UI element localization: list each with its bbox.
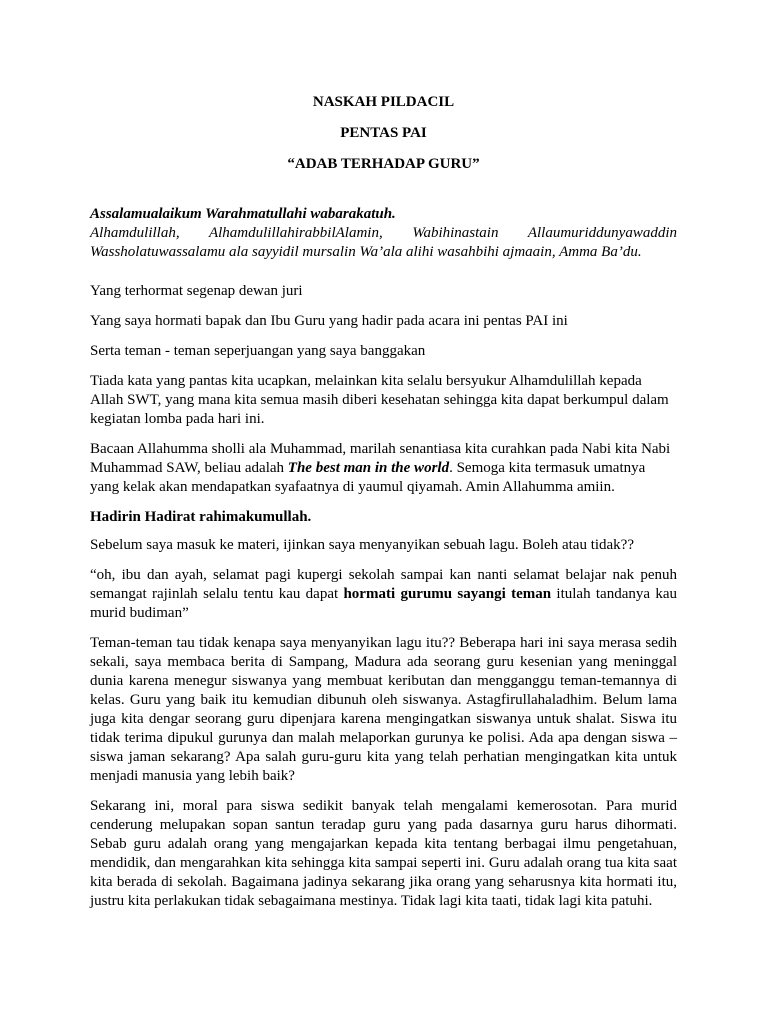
paragraph-moral: Sekarang ini, moral para siswa sedikit banyak telah mengalami kemerosotan. Para murid cenderung melupakan sopan santun teradap guru yang pada dasarnya guru harus dihormati. Sebab guru adalah orang yang mengajarkan kepada kita tentang berbagai ilmu pengetahuan, mendidik, dan mengarahkan kita sehingga kita sampai seperti ini. Guru adalah orang tua kita saat kita berada di sekolah. Bagaimana jadinya sekarang jika orang yang seharusnya kita hormati itu, justru kita perlakukan tidak sebagaimana mestinya. Tidak lagi kita taati, tidak lagi kita patuhi. [90,798,677,909]
document-page [90,93,677,922]
greeting-salam: Assalamualaikum Warahmatullahi wabarakatuh. [90,206,396,222]
greeting-opening: Alhamdulillah, AlhamdulillahirabbilAlamin, Wabihinastain Allaumuriddunyawaddin Wassholatuwassalamu ala sayyidil mursalin Wa’ala alihi wasahbihi ajmaain, Amma Ba’du. [90,225,677,260]
sholawat-text-after: . Semoga kita termasuk umatnya yang kelak akan mendapatkan syafaatnya di yaumul qiyamah. Amin Allahumma amiin. [90,460,646,495]
salutation-jury: Yang terhormat segenap dewan juri [90,283,303,299]
song-lyrics [90,566,677,623]
document-subtitle: PENTAS PAI [340,125,427,141]
document-theme: “ADAB TERHADAP GURU” [287,156,480,172]
song-text-before: “oh, ibu dan ayah, selamat pagi kupergi sekolah sampai kan nanti selamat belajar nak penuh semangat rajinlah selalu tentu kau dapat [90,567,677,602]
salutation-friends: Serta teman - teman seperjuangan yang saya banggakan [90,343,426,359]
paragraph-story: Teman-teman tau tidak kenapa saya menyanyikan lagu itu?? Beberapa hari ini saya merasa sedih sekali, saya membaca berita di Sampang, Madura ada seorang guru kesenian yang meninggal dunia karena menegur siswanya yang membuat keributan dan mengganggu teman-temannya di kelas. Guru yang baik itu kemudian dibunuh oleh siswanya. Astagfirullahaladhim. Belum lama juga kita dengar seorang guru dipenjara karena mengingatkan siswanya untuk shalat. Siswa itu tidak terima dipukul gurunya dan malah melaporkan gurunya ke polisi. Ada apa dengan siswa – siswa jaman sekarang? Apa salah guru-guru kita yang telah perhatian mengingatkan kita untuk menjadi manusia yang lebih baik? [90,635,677,784]
sholawat-emphasis: The best man in the world [287,460,450,476]
section-heading: Hadirin Hadirat rahimakumullah. [90,509,312,525]
song-text-after: itulah tandanya kau murid budiman” [90,586,677,621]
paragraph-gratitude: Tiada kata yang pantas kita ucapkan, melainkan kita selalu bersyukur Alhamdulillah kepada Allah SWT, yang mana kita semua masih diberi kesehatan sehingga kita dapat berkumpul dalam kegiatan lomba pada hari ini. [90,373,669,427]
document-title: NASKAH PILDACIL [312,94,455,110]
paragraph-song-intro: Sebelum saya masuk ke materi, ijinkan saya menyanyikan sebuah lagu. Boleh atau tidak?? [90,537,634,553]
salutation-teachers: Yang saya hormati bapak dan Ibu Guru yang hadir pada acara ini pentas PAI ini [90,313,568,329]
song-emphasis: hormati gurumu sayangi teman [343,586,552,602]
paragraph-sholawat [90,440,677,497]
sholawat-text-before: Bacaan Allahumma sholli ala Muhammad, marilah senantiasa kita curahkan pada Nabi kita Nabi Muhammad SAW, beliau adalah [90,441,671,476]
